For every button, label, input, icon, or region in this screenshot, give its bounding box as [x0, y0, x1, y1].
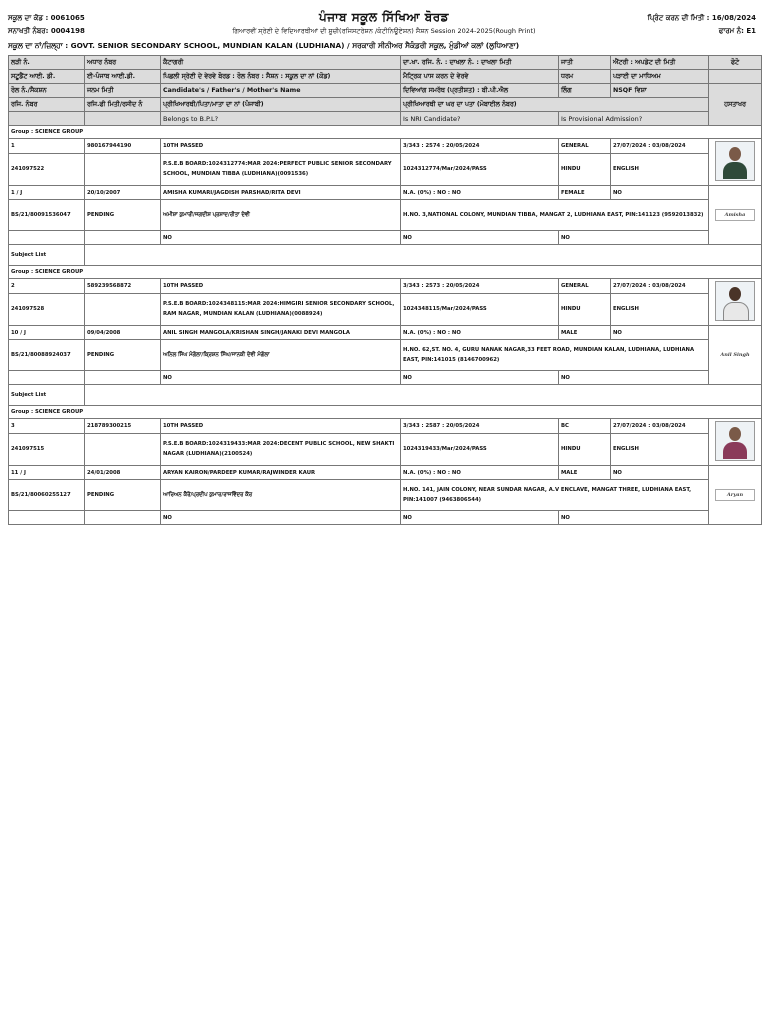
student-photo: [715, 281, 755, 321]
col-header: ਈ-ਪੰਜਾਬ ਆਈ.ਡੀ.: [85, 70, 161, 84]
entry-update-date: 27/07/2024 : 03/08/2024: [611, 139, 709, 154]
e-punjab-id: [85, 153, 161, 185]
header-row-1: [9, 56, 762, 70]
category: 10TH PASSED: [161, 279, 401, 294]
group-row: [9, 266, 762, 279]
student-row-3: [9, 186, 762, 200]
category: 10TH PASSED: [161, 139, 401, 154]
fee-status: PENDING: [85, 200, 161, 231]
provisional-value: NO: [559, 231, 709, 245]
student-table: [8, 55, 762, 525]
matric-details: 1024319433/Mar/2024/PASS: [401, 433, 559, 465]
col-header: ਰੋਲ ਨੰ./ਸੈਕਸ਼ਨ: [9, 84, 85, 98]
blank-cell: [9, 231, 85, 245]
col-header-blank: [85, 112, 161, 126]
disability-bpl: N.A. (0%) : NO : NO: [401, 186, 559, 200]
date-of-birth: 24/01/2008: [85, 466, 161, 480]
registration-number: BS/21/80060255127: [9, 480, 85, 511]
address: H.NO. 3,NATIONAL COLONY, MUNDIAN TIBBA, MANGAT 2, LUDHIANA EAST, PIN:141123 (9592013832): [401, 200, 709, 231]
photo-cell: [709, 139, 762, 186]
col-header-blank: [9, 112, 85, 126]
nsqf-subject: NO: [611, 326, 709, 340]
address: H.NO. 62,ST. NO. 4, GURU NANAK NAGAR,33 FEET ROAD, MUNDIAN KALAN, LUDHIANA, LUDHIANA EAST, PIN:141015 (8146700962): [401, 340, 709, 371]
provisional-value: NO: [559, 511, 709, 525]
signature-cell: [709, 326, 762, 385]
admission-details: 3/343 : 2587 : 20/05/2024: [401, 419, 559, 434]
col-header: ਸਟੂਡੈਂਟ ਆਈ. ਡੀ.: [9, 70, 85, 84]
group-label: Group : SCIENCE GROUP: [9, 406, 762, 419]
gender: MALE: [559, 326, 611, 340]
col-header: ਲੜੀ ਨੰ.: [9, 56, 85, 70]
session-line: ਗਿਆਰਵੀਂ ਸ੍ਰੇਣੀ ਦੇ ਵਿਦਿਆਰਥੀਆਂ ਦੀ ਸੂਚੀ(ਰਜਿਸਟਰੇਸ਼ਨ /ਕੰਟੀਨਿਊਏਸ਼ਨ) ਸੈਸ਼ਨ Session 2024-2025(Rough Print): [232, 27, 536, 35]
e-punjab-id: [85, 293, 161, 325]
student-row-5: [9, 511, 762, 525]
matric-details: 1024312774/Mar/2024/PASS: [401, 153, 559, 185]
group-row: [9, 406, 762, 419]
subject-list-label: Subject List: [9, 385, 85, 406]
signature-image: Anil Singh: [720, 352, 750, 358]
admission-details: 3/343 : 2574 : 20/05/2024: [401, 139, 559, 154]
student-id: 241097515: [9, 433, 85, 465]
subject-list-row: [9, 385, 762, 406]
medium: ENGLISH: [611, 293, 709, 325]
school-code: ਸਕੂਲ ਦਾ ਕੋਡ : 0061065: [8, 14, 85, 22]
school-name-line: ਸਕੂਲ ਦਾ ਨਾਂ/ਜ਼ਿਲ੍ਹਾ : GOVT. SENIOR SECONDARY SCHOOL, MUNDIAN KALAN (LUDHIANA) / ਸਰਕਾਰੀ ਸੀਨੀਅਰ ਸੈਕੰਡਰੀ ਸਕੂਲ, ਮੁੰਡੀਆਂ ਕਲਾਂ (ਲੁਧਿਆਣਾ): [8, 41, 520, 50]
student-photo: [715, 141, 755, 181]
col-header-blank: [709, 70, 762, 84]
aadhaar-number: 980167944190: [85, 139, 161, 154]
previous-class-details: P.S.E.B BOARD:1024312774:MAR 2024:PERFECT PUBLIC SENIOR SECONDARY SCHOOL, MUNDIAN TIBBA (LUDHIANA)(0091536): [161, 153, 401, 185]
address: H.NO. 141, JAIN COLONY, NEAR SUNDAR NAGAR, A.V ENCLAVE, MANGAT THREE, LUDHIANA EAST, PIN:141007 (9463806544): [401, 480, 709, 511]
caste: GENERAL: [559, 139, 611, 154]
bpl-value: NO: [161, 231, 401, 245]
col-header: Is Provisional Admission?: [559, 112, 709, 126]
col-header: ਮੈਟ੍ਰਿਕ ਪਾਸ ਕਰਨ ਦੇ ਵੇਰਵੇ: [401, 70, 559, 84]
photo-cell: [709, 279, 762, 326]
student-row-2: [9, 153, 762, 185]
signature-image: Amisha: [715, 209, 755, 221]
caste: BC: [559, 419, 611, 434]
blank-cell: [85, 511, 161, 525]
date-of-birth: 20/10/2007: [85, 186, 161, 200]
col-header: ਪੜਾਈ ਦਾ ਮਾਧਿਅਮ: [611, 70, 709, 84]
religion: HINDU: [559, 293, 611, 325]
col-header: ਪਿਛਲੀ ਸ੍ਰੇਣੀ ਦੇ ਵੇਰਵੇ ਬੋਰਡ : ਰੋਲ ਨੰਬਰ : ਸੈਸ਼ਨ : ਸਕੂਲ ਦਾ ਨਾਂ (ਕੋਡ): [161, 70, 401, 84]
serial-number: 3: [9, 419, 85, 434]
group-label: Group : SCIENCE GROUP: [9, 126, 762, 139]
col-header: ਪ੍ਰੀਖਿਆਰਥੀ ਦਾ ਘਰ ਦਾ ਪਤਾ (ਮੋਬਾਈਲ ਨੰਬਰ): [401, 98, 709, 112]
disability-bpl: N.A. (0%) : NO : NO: [401, 466, 559, 480]
fee-status: PENDING: [85, 340, 161, 371]
names-english: ARYAN KAIRON/PARDEEP KUMAR/RAJWINDER KAUR: [161, 466, 401, 480]
registration-number: BS/21/80091536047: [9, 200, 85, 231]
header-right: [648, 12, 756, 38]
student-row-1: [9, 419, 762, 434]
subject-list-row: [9, 245, 762, 266]
nsqf-subject: NO: [611, 466, 709, 480]
student-row-2: [9, 293, 762, 325]
col-header: ਕੈਟਾਗਰੀ: [161, 56, 401, 70]
col-header: ਧਰਮ: [559, 70, 611, 84]
print-date: ਪ੍ਰਿੰਟ ਕਰਨ ਦੀ ਮਿਤੀ : 16/08/2024: [647, 14, 756, 22]
group-row: [9, 126, 762, 139]
nri-value: NO: [401, 371, 559, 385]
col-header: ਰਜਿ.ਫੀ ਮਿਤੀ/ਰਸੀਦ ਨੰ: [85, 98, 161, 112]
col-header-signature: ਹਸਤਾਖਰ: [709, 84, 762, 126]
previous-class-details: P.S.E.B BOARD:1024319433:MAR 2024:DECENT PUBLIC SCHOOL, NEW SHAKTI NAGAR (LUDHIANA)(2100524): [161, 433, 401, 465]
entry-update-date: 27/07/2024 : 03/08/2024: [611, 419, 709, 434]
admission-details: 3/343 : 2573 : 20/05/2024: [401, 279, 559, 294]
aadhaar-number: 218789300215: [85, 419, 161, 434]
header-row-4: [9, 98, 762, 112]
nri-value: NO: [401, 231, 559, 245]
blank-cell: [9, 511, 85, 525]
student-row-5: [9, 371, 762, 385]
entry-update-date: 27/07/2024 : 03/08/2024: [611, 279, 709, 294]
student-row-3: [9, 326, 762, 340]
registration-number: BS/21/80088924037: [9, 340, 85, 371]
col-header: Belongs to B.P.L?: [161, 112, 401, 126]
signature-image: Aryan: [715, 489, 755, 501]
student-row-4: [9, 340, 762, 371]
roll-section: 11 / J: [9, 466, 85, 480]
col-header: ਪ੍ਰੀਖਿਆਰਥੀ/ਪਿਤਾ/ਮਾਤਾ ਦਾ ਨਾਂ (ਪੰਜਾਬੀ): [161, 98, 401, 112]
student-row-4: [9, 200, 762, 231]
subject-list-value: [85, 385, 762, 406]
col-header: ਜਾਤੀ: [559, 56, 611, 70]
subject-list-value: [85, 245, 762, 266]
religion: HINDU: [559, 433, 611, 465]
student-photo: [715, 421, 755, 461]
names-english: ANIL SINGH MANGOLA/KRISHAN SINGH/JANAKI DEVI MANGOLA: [161, 326, 401, 340]
serial-number: 1: [9, 139, 85, 154]
affiliation-number: ਸਨਾਖਤੀ ਨੰਬਰ: 0004198: [8, 27, 85, 35]
names-punjabi: ਅਮੀਸ਼ਾ ਕੁਮਾਰੀ/ਜਗਦੀਸ਼ ਪ੍ਰਸ਼ਾਦ/ਰੀਤਾ ਦੇਵੀ: [161, 200, 401, 231]
nsqf-subject: NO: [611, 186, 709, 200]
blank-cell: [85, 371, 161, 385]
previous-class-details: P.S.E.B BOARD:1024348115:MAR 2024:HIMGIRI SENIOR SECONDARY SCHOOL, RAM NAGAR, MUNDIAN KALAN (LUDHIANA)(0088924): [161, 293, 401, 325]
medium: ENGLISH: [611, 433, 709, 465]
blank-cell: [85, 231, 161, 245]
group-label: Group : SCIENCE GROUP: [9, 266, 762, 279]
category: 10TH PASSED: [161, 419, 401, 434]
roll-section: 1 / J: [9, 186, 85, 200]
serial-number: 2: [9, 279, 85, 294]
student-id: 241097528: [9, 293, 85, 325]
header-row-5: [9, 112, 762, 126]
col-header: ਦਾ.ਖਾ. ਰਜਿ. ਨੰ. : ਦਾਖਲਾ ਨੰ. : ਦਾਖਲਾ ਮਿਤੀ: [401, 56, 559, 70]
names-punjabi: ਅਨਿਲ ਸਿੰਘ ਮੰਗੋਲਾ/ਕ੍ਰਿਸ਼ਨ ਸਿੰਘ/ਜਾਨਕੀ ਦੇਵੀ ਮੰਗੋਲਾ: [161, 340, 401, 371]
signature-cell: [709, 466, 762, 525]
caste: GENERAL: [559, 279, 611, 294]
student-row-3: [9, 466, 762, 480]
col-header: ਦਿਵਿਆਂਗ ਸਮਰੱਥ (ਪ੍ਰਤੀਸ਼ਤ) : ਬੀ.ਪੀ.ਐਲ: [401, 84, 559, 98]
col-header: NSQF ਵਿਸ਼ਾ: [611, 84, 709, 98]
aadhaar-number: 589239568872: [85, 279, 161, 294]
names-punjabi: ਆਰਿਅਨ ਕੈਰੋਂ/ਪ੍ਰਦੀਪ ਕੁਮਾਰ/ਰਾਜਵਿੰਦਰ ਕੌਰ: [161, 480, 401, 511]
matric-details: 1024348115/Mar/2024/PASS: [401, 293, 559, 325]
header-row-2: [9, 70, 762, 84]
blank-cell: [9, 371, 85, 385]
student-row-5: [9, 231, 762, 245]
student-row-2: [9, 433, 762, 465]
date-of-birth: 09/04/2008: [85, 326, 161, 340]
col-header: ਅਧਾਰ ਨੰਬਰ: [85, 56, 161, 70]
student-row-1: [9, 279, 762, 294]
disability-bpl: N.A. (0%) : NO : NO: [401, 326, 559, 340]
provisional-value: NO: [559, 371, 709, 385]
bpl-value: NO: [161, 511, 401, 525]
names-english: AMISHA KUMARI/JAGDISH PARSHAD/RITA DEVI: [161, 186, 401, 200]
gender: FEMALE: [559, 186, 611, 200]
gender: MALE: [559, 466, 611, 480]
col-header: ਐਂਟਰੀ : ਅਪਡੇਟ ਦੀ ਮਿਤੀ: [611, 56, 709, 70]
student-id: 241097522: [9, 153, 85, 185]
form-number: ਫਾਰਮ ਨੰ: E1: [718, 27, 756, 35]
col-header: ਜਨਮ ਮਿਤੀ: [85, 84, 161, 98]
col-header: Is NRI Candidate?: [401, 112, 559, 126]
col-header: ਲਿੰਗ: [559, 84, 611, 98]
medium: ENGLISH: [611, 153, 709, 185]
subject-list-label: Subject List: [9, 245, 85, 266]
roll-section: 10 / J: [9, 326, 85, 340]
student-row-4: [9, 480, 762, 511]
col-header: ਰਜਿ. ਨੰਬਰ: [9, 98, 85, 112]
col-header: Candidate's / Father's / Mother's Name: [161, 84, 401, 98]
nri-value: NO: [401, 511, 559, 525]
signature-cell: [709, 186, 762, 245]
bpl-value: NO: [161, 371, 401, 385]
e-punjab-id: [85, 433, 161, 465]
photo-cell: [709, 419, 762, 466]
student-row-1: [9, 139, 762, 154]
board-title: ਪੰਜਾਬ ਸਕੂਲ ਸਿੱਖਿਆ ਬੋਰਡ: [319, 10, 449, 24]
col-header: ਫੋਟੋ: [709, 56, 762, 70]
fee-status: PENDING: [85, 480, 161, 511]
religion: HINDU: [559, 153, 611, 185]
header-row-3: [9, 84, 762, 98]
